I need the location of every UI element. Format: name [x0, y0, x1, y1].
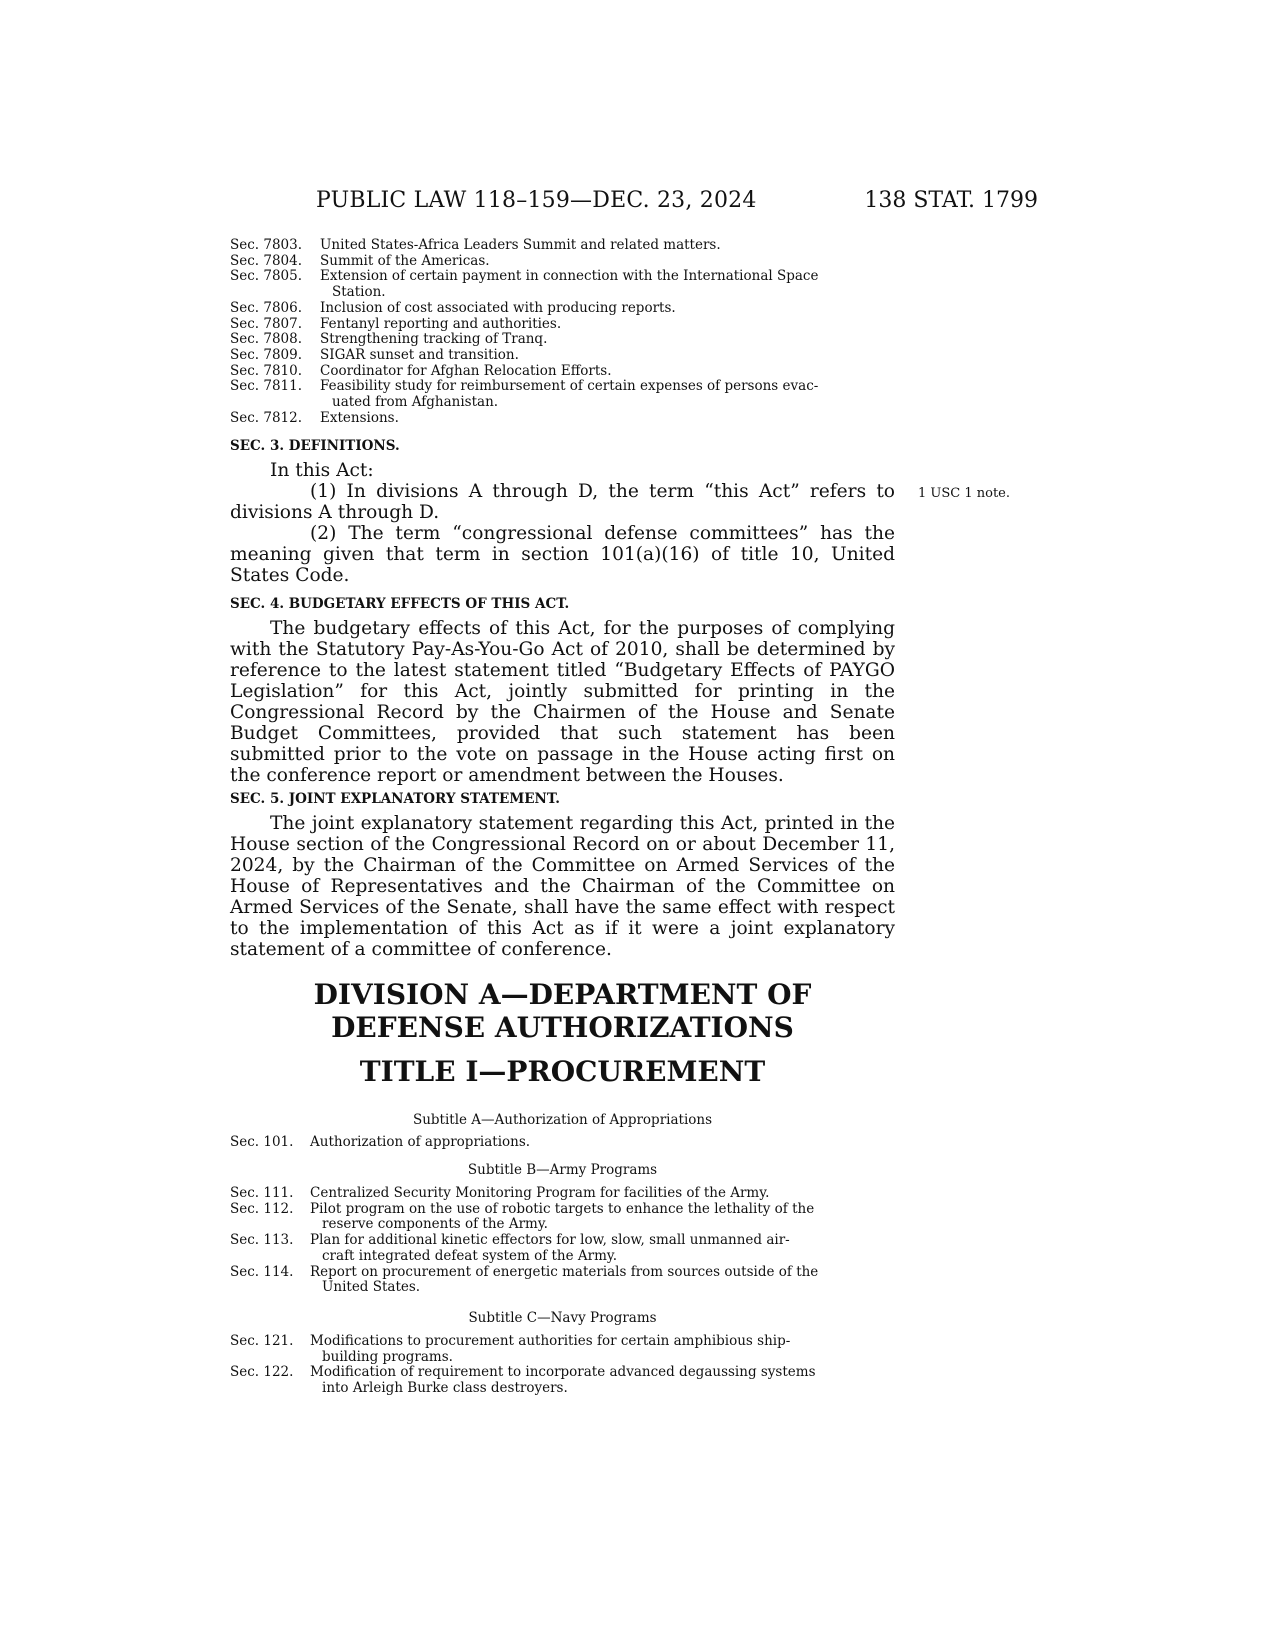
title-heading: TITLE I—PROCUREMENT — [359, 1055, 766, 1088]
sec3-paragraph-1: (1) In divisions A through D, the term “this Act” refers to divisions A through D. — [230, 481, 895, 523]
toc-sec-number: Sec. 7810. — [230, 362, 303, 379]
toc-text-continued: into Arleigh Burke class destroyers. — [322, 1380, 568, 1397]
toc-sec-number: Sec. 114. — [230, 1263, 294, 1280]
toc-text-continued: craft integrated defeat system of the Army. — [322, 1247, 618, 1264]
toc-sec-number: Sec. 101. — [230, 1134, 294, 1150]
toc-sec-number: Sec. 7811. — [230, 378, 303, 395]
toc-sec-number: Sec. 7809. — [230, 346, 303, 363]
sec5-paragraph: The joint explanatory statement regarding this Act, printed in the House section of the Congressional Record on or about December 11, 2024, by the Chairman of the Committee on Armed Services of the House of Representatives and the Chairman of the Committee on Armed Services of the Senate, shall have the same effect with respect to the implementation of this Act as if it were a joint explanatory statement of a committee of conference. — [230, 813, 895, 960]
sec3-heading: SEC. 3. DEFINITIONS. — [230, 438, 400, 454]
toc-text-continued: building programs. — [322, 1348, 453, 1365]
toc-item — [230, 238, 900, 254]
toc-item — [230, 1186, 900, 1202]
sec4-body — [230, 618, 895, 786]
toc-item — [230, 1265, 900, 1296]
toc-item — [230, 1365, 900, 1396]
toc-sec-number: Sec. 7805. — [230, 268, 303, 285]
toc-text: SIGAR sunset and transition. — [320, 346, 519, 363]
toc-sec-number: Sec. 7812. — [230, 409, 303, 426]
sec4-paragraph: The budgetary effects of this Act, for the purposes of complying with the Statutory Pay-As-You-Go Act of 2010, shall be determined by reference to the latest statement titled “Budgetary Effects of PAYGO Legislation” for this Act, jointly submitted for printing in the Congressional Record by the Chairmen of the House and Senate Budget Committees, provided that such statement has been submitted prior to the vote on passage in the House acting first on the conference report or amendment between the Houses. — [230, 618, 895, 786]
sec4-heading: SEC. 4. BUDGETARY EFFECTS OF THIS ACT. — [230, 596, 570, 612]
toc-sec-number: Sec. 111. — [230, 1185, 294, 1201]
toc-item — [230, 317, 900, 333]
toc-sec-number: Sec. 7803. — [230, 237, 303, 253]
toc-text-continued: reserve components of the Army. — [322, 1216, 548, 1233]
toc-text-continued: Station. — [332, 284, 386, 301]
sec5-body — [230, 813, 895, 960]
toc-text-continued: uated from Afghanistan. — [332, 394, 499, 411]
toc-text: Plan for additional kinetic effectors for low, slow, small unmanned air- — [310, 1232, 790, 1249]
toc-text: Extensions. — [320, 409, 399, 426]
division-line-1: DIVISION A—DEPARTMENT OF — [313, 978, 812, 1011]
toc-text: Report on procurement of energetic materials from sources outside of the — [310, 1263, 819, 1280]
toc-text-wrapper — [310, 1365, 900, 1396]
division-line-2: DEFENSE AUTHORIZATIONS — [331, 1011, 794, 1044]
toc-text: Authorization of appropriations. — [310, 1134, 531, 1150]
toc-sec-number: Sec. 7806. — [230, 299, 303, 316]
toc-text-continued: United States. — [322, 1279, 421, 1296]
toc-sec-number: Sec. 112. — [230, 1200, 294, 1217]
toc-item — [230, 1202, 900, 1233]
toc-item — [230, 254, 900, 270]
subtitle-a-toc — [230, 1135, 900, 1151]
subtitle-c-heading: Subtitle C—Navy Programs — [468, 1310, 657, 1326]
toc-text: Inclusion of cost associated with producing reports. — [320, 299, 676, 316]
toc-sec-number: Sec. 113. — [230, 1232, 294, 1249]
subtitle-c-toc — [230, 1334, 900, 1397]
toc-sec-number: Sec. 7808. — [230, 331, 303, 348]
toc-item — [230, 1135, 900, 1151]
toc-text-wrapper — [310, 1265, 900, 1296]
toc-item — [230, 269, 900, 300]
toc-text: Summit of the Americas. — [320, 252, 490, 269]
toc-text: Modification of requirement to incorporate advanced degaussing systems — [310, 1364, 816, 1381]
toc-text-wrapper — [310, 1334, 900, 1365]
toc-item — [230, 332, 900, 348]
toc-text: Coordinator for Afghan Relocation Efforts. — [320, 362, 612, 379]
sec3-paragraph-2: (2) The term “congressional defense committees” has the meaning given that term in section 101(a)(16) of title 10, United States Code. — [230, 523, 895, 586]
toc-text-wrapper — [310, 1202, 900, 1233]
toc-text: Modifications to procurement authorities for certain amphibious ship- — [310, 1333, 791, 1349]
toc-item — [230, 301, 900, 317]
toc-sec-number: Sec. 7807. — [230, 315, 303, 332]
page-header — [228, 188, 1038, 218]
header-stat-citation: 138 STAT. 1799 — [864, 188, 1038, 213]
toc-item — [230, 364, 900, 380]
toc-text-wrapper — [310, 1233, 900, 1264]
margin-note-usc: 1 USC 1 note. — [918, 486, 1010, 501]
toc-text: Pilot program on the use of robotic targets to enhance the lethality of the — [310, 1200, 815, 1217]
division-heading — [230, 978, 895, 1044]
toc-item — [230, 379, 900, 410]
toc-text-wrapper — [320, 379, 900, 410]
toc-sec-number: Sec. 121. — [230, 1333, 294, 1349]
toc-sec-number: Sec. 122. — [230, 1364, 294, 1381]
subtitle-b-toc — [230, 1186, 900, 1296]
header-title: PUBLIC LAW 118–159—DEC. 23, 2024 — [316, 188, 757, 213]
toc-item — [230, 348, 900, 364]
sec3-intro: In this Act: — [270, 460, 374, 481]
toc-item — [230, 1334, 900, 1365]
toc-text: Strengthening tracking of Tranq. — [320, 331, 548, 348]
toc-item — [230, 1233, 900, 1264]
subtitle-a-heading: Subtitle A—Authorization of Appropriations — [412, 1112, 713, 1128]
toc-text: Extension of certain payment in connection with the International Space — [320, 268, 819, 285]
toc-text: Fentanyl reporting and authorities. — [320, 315, 562, 332]
toc-text: Centralized Security Monitoring Program for facilities of the Army. — [310, 1185, 770, 1201]
toc-text: United States-Africa Leaders Summit and related matters. — [320, 237, 721, 253]
sec5-heading: SEC. 5. JOINT EXPLANATORY STATEMENT. — [230, 791, 560, 807]
subtitle-b-heading: Subtitle B—Army Programs — [467, 1162, 658, 1178]
toc-item — [230, 411, 900, 427]
toc-top — [230, 238, 900, 426]
toc-text-wrapper — [320, 269, 900, 300]
sec3-body — [230, 460, 895, 586]
toc-sec-number: Sec. 7804. — [230, 252, 303, 269]
toc-text: Feasibility study for reimbursement of certain expenses of persons evac- — [320, 378, 819, 395]
